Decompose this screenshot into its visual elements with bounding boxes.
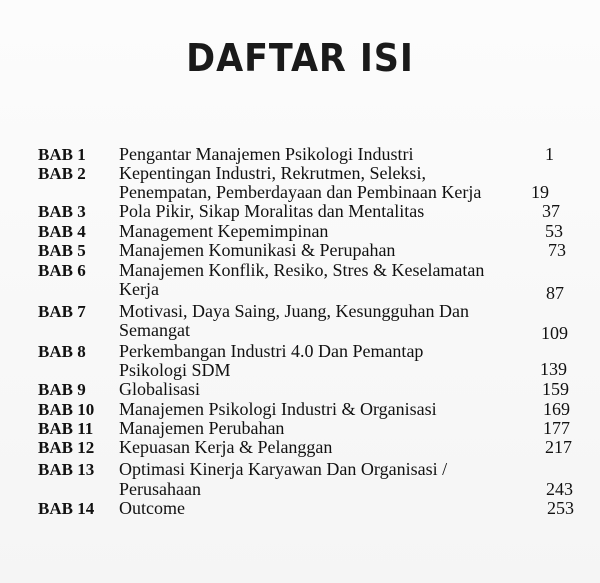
page-number: 177 [543,418,570,438]
chapter-label: BAB 5 [38,241,86,260]
chapter-title: Perkembangan Industri 4.0 Dan Pemantap [119,341,424,361]
chapter-label: BAB 12 [38,438,95,457]
page-number: 53 [545,221,563,241]
chapter-title: Pengantar Manajemen Psikologi Industri [119,144,414,164]
page-number: 73 [548,240,566,260]
page-number: 253 [547,498,574,518]
chapter-title: Motivasi, Daya Saing, Juang, Kesungguhan Dan [119,301,469,321]
chapter-title: Manajemen Konflik, Resiko, Stres & Keselamatan [119,260,485,280]
chapter-label: BAB 8 [38,342,86,361]
page-number: 1 [545,144,554,164]
chapter-title: Outcome [119,498,185,518]
chapter-label: BAB 13 [38,460,95,479]
chapter-label: BAB 2 [38,164,86,183]
chapter-title-continued: Kerja [119,279,159,299]
page-number: 19 [531,182,549,202]
chapter-title: Kepentingan Industri, Rekrutmen, Seleksi, [119,163,426,183]
chapter-title-continued: Perusahaan [119,479,201,499]
page-number: 243 [546,479,573,499]
page-number: 217 [545,437,572,457]
chapter-title-continued: Penempatan, Pemberdayaan dan Pembinaan Kerja [119,182,482,202]
page-number: 139 [540,359,567,379]
chapter-title: Globalisasi [119,379,200,399]
chapter-label: BAB 14 [38,499,95,518]
page-number: 37 [542,201,560,221]
chapter-label: BAB 9 [38,380,86,399]
chapter-title-continued: Psikologi SDM [119,360,231,380]
page-number: 87 [546,283,564,303]
chapter-label: BAB 10 [38,400,95,419]
chapter-title: Manajemen Komunikasi & Perupahan [119,240,396,260]
chapter-label: BAB 11 [38,419,94,438]
chapter-title: Optimasi Kinerja Karyawan Dan Organisasi / [119,459,448,479]
chapter-title: Pola Pikir, Sikap Moralitas dan Mentalitas [119,201,425,221]
page-title: DAFTAR ISI [186,36,414,80]
chapter-label: BAB 1 [38,145,86,164]
chapter-label: BAB 4 [38,222,86,241]
chapter-title-continued: Semangat [119,320,190,340]
page-number: 109 [541,323,568,343]
chapter-label: BAB 7 [38,302,86,321]
chapter-title: Management Kepemimpinan [119,221,329,241]
page-number: 159 [542,379,569,399]
page-number: 169 [543,399,570,419]
chapter-title: Manajemen Perubahan [119,418,285,438]
chapter-label: BAB 6 [38,261,86,280]
chapter-label: BAB 3 [38,202,86,221]
chapter-title: Kepuasan Kerja & Pelanggan [119,437,333,457]
chapter-title: Manajemen Psikologi Industri & Organisasi [119,399,437,419]
